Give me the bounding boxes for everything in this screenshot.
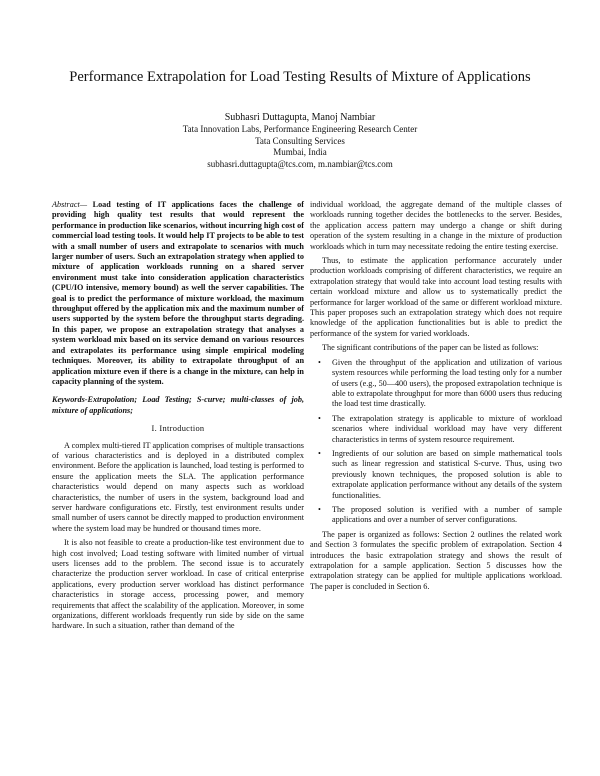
bullet-icon: •: [318, 357, 321, 367]
paragraph: individual workload, the aggregate demand of the multiple classes of workloads running together decides the bottlenecks to the server. Besides, the application access pattern may undergo a change or shift during operation of the system resulting in a change in the mixture of production workloads which in turn may necessitate redoing the entire testing exercise.: [310, 200, 562, 251]
affiliation-lab: Tata Innovation Labs, Performance Engineering Research Center: [182, 124, 418, 134]
author-block: [100, 112, 500, 170]
list-item: [318, 504, 562, 526]
section-heading-introduction: I. Introduction: [151, 424, 205, 434]
list-item-text: The proposed solution is verified with a number of sample applications and over a number of server configurations.: [332, 504, 562, 525]
list-item: [318, 448, 562, 501]
list-item-text: Given the throughput of the application and utilization of various system resources while performing the load testing only for a number of users (e.g., 50—400 users), the proposed extrapolation technique is able to extrapolate throughput for more than 6000 users thus reducing the load test time drastically.: [332, 357, 562, 409]
list-item: [318, 413, 562, 445]
author-names: Subhasri Duttagupta, Manoj Nambiar: [224, 112, 376, 123]
paragraph: Thus, to estimate the application performance accurately under production workloads comprising of different characteristics, we require an extrapolation strategy that would take into account load testing results with certain workload mixture and allow us to systematically predict the performance for larger workload of the same or different workload mixture. This paper proposes such an extrapolation strategy which does not require knowledge of the application functionalities but is able to predict the performance of the system for varied workloads.: [310, 256, 562, 338]
keywords: Keywords-Extrapolation; Load Testing; S-curve; multi-classes of job, mixture of applications;: [52, 395, 304, 415]
affiliation-company: Tata Consulting Services: [255, 135, 345, 146]
affiliation-city: Mumbai, India: [273, 147, 327, 157]
list-item: [318, 357, 562, 410]
bullet-icon: •: [318, 504, 321, 514]
paragraph: A complex multi-tiered IT application comprises of multiple transactions of various characteristics and is deployed in a distributed complex environment. Before the application is launched, load testing is performed to ensure the application meets the SLA. The application performance characteristics would depend on many aspects such as workload characteristics, the number of users in the system, background load and server hardware configurations etc. Firstly, test environment results under small number of users cannot be directly mapped to production environment where the system load may be hundred or thousand times more.: [52, 440, 304, 533]
paragraph: It is also not feasible to create a production-like test environment due to high cost involved; Load testing software with limited number of virtual users licenses add to the problem. The second issue is to accurately characterize the production server workload. In case of critical enterprise applications, every production server workload has distinct performance characteristics in storage access, processing power, and memory requirements that affect the scalability of the application. Moreover, in some organizations, different workloads frequently run side by side on the same hardware. In such a situation, rather than demand of the: [52, 538, 304, 631]
list-item-text: Ingredients of our solution are based on simple mathematical tools such as linear regression and statistical S-curve. Thus, using two previously known techniques, the proposed solution is able to extrapolate application performance without any details of the system functionalities.: [332, 448, 562, 500]
paragraph: The paper is organized as follows: Section 2 outlines the related work and Section 3 formulates the specific problem of extrapolation. Section 4 introduces the basic extrapolation strategy and shows the result of extrapolation for a sample application. Section 5 discusses how the extrapolation strategy can be applied for multiple applications workload. The paper is concluded in Section 6.: [310, 529, 562, 591]
list-item-text: The extrapolation strategy is applicable to mixture of workload scenarios where individual workload may have very different characteristics in terms of system resource requirement.: [332, 413, 562, 444]
abstract: [52, 200, 304, 387]
left-column: [52, 200, 304, 636]
contributions-list: [310, 358, 562, 526]
paragraph: The significant contributions of the paper can be listed as follows:: [322, 343, 539, 353]
right-column: [310, 200, 562, 596]
bullet-icon: •: [318, 413, 321, 423]
author-emails: subhasri.duttagupta@tcs.com, m.nambiar@tcs.com: [207, 158, 393, 169]
abstract-lead: Abstract—: [52, 200, 88, 209]
bullet-icon: •: [318, 448, 321, 458]
abstract-text: Load testing of IT applications faces the challenge of providing high quality test results that would represent the performance in production like scenarios, without incurring high cost of commercial load testing tools. It would help IT projects to be able to test with a small number of users and extrapolate to scenarios with much larger number of users. Such an extrapolation strategy when applied to mixture of application workloads running on a shared server environment must take into consideration application characteristics (CPU/IO intensive, memory bound) as well the server capabilities. The goal is to predict the performance of mixture workload, the maximum throughput offered by the application mix and the maximum number of users supported by the system before the throughput starts degrading. In this paper, we propose an extrapolation strategy that analyses a system workload mix based on its service demand on various resources and extrapolates its performance using simple empirical modeling techniques. Moreover, its ability to extrapolate throughput of an application mixture even if there is a change in the mixture, can help in capacity planning of the system.: [52, 200, 304, 386]
paper-title: Performance Extrapolation for Load Testing Results of Mixture of Applications: [69, 69, 531, 85]
